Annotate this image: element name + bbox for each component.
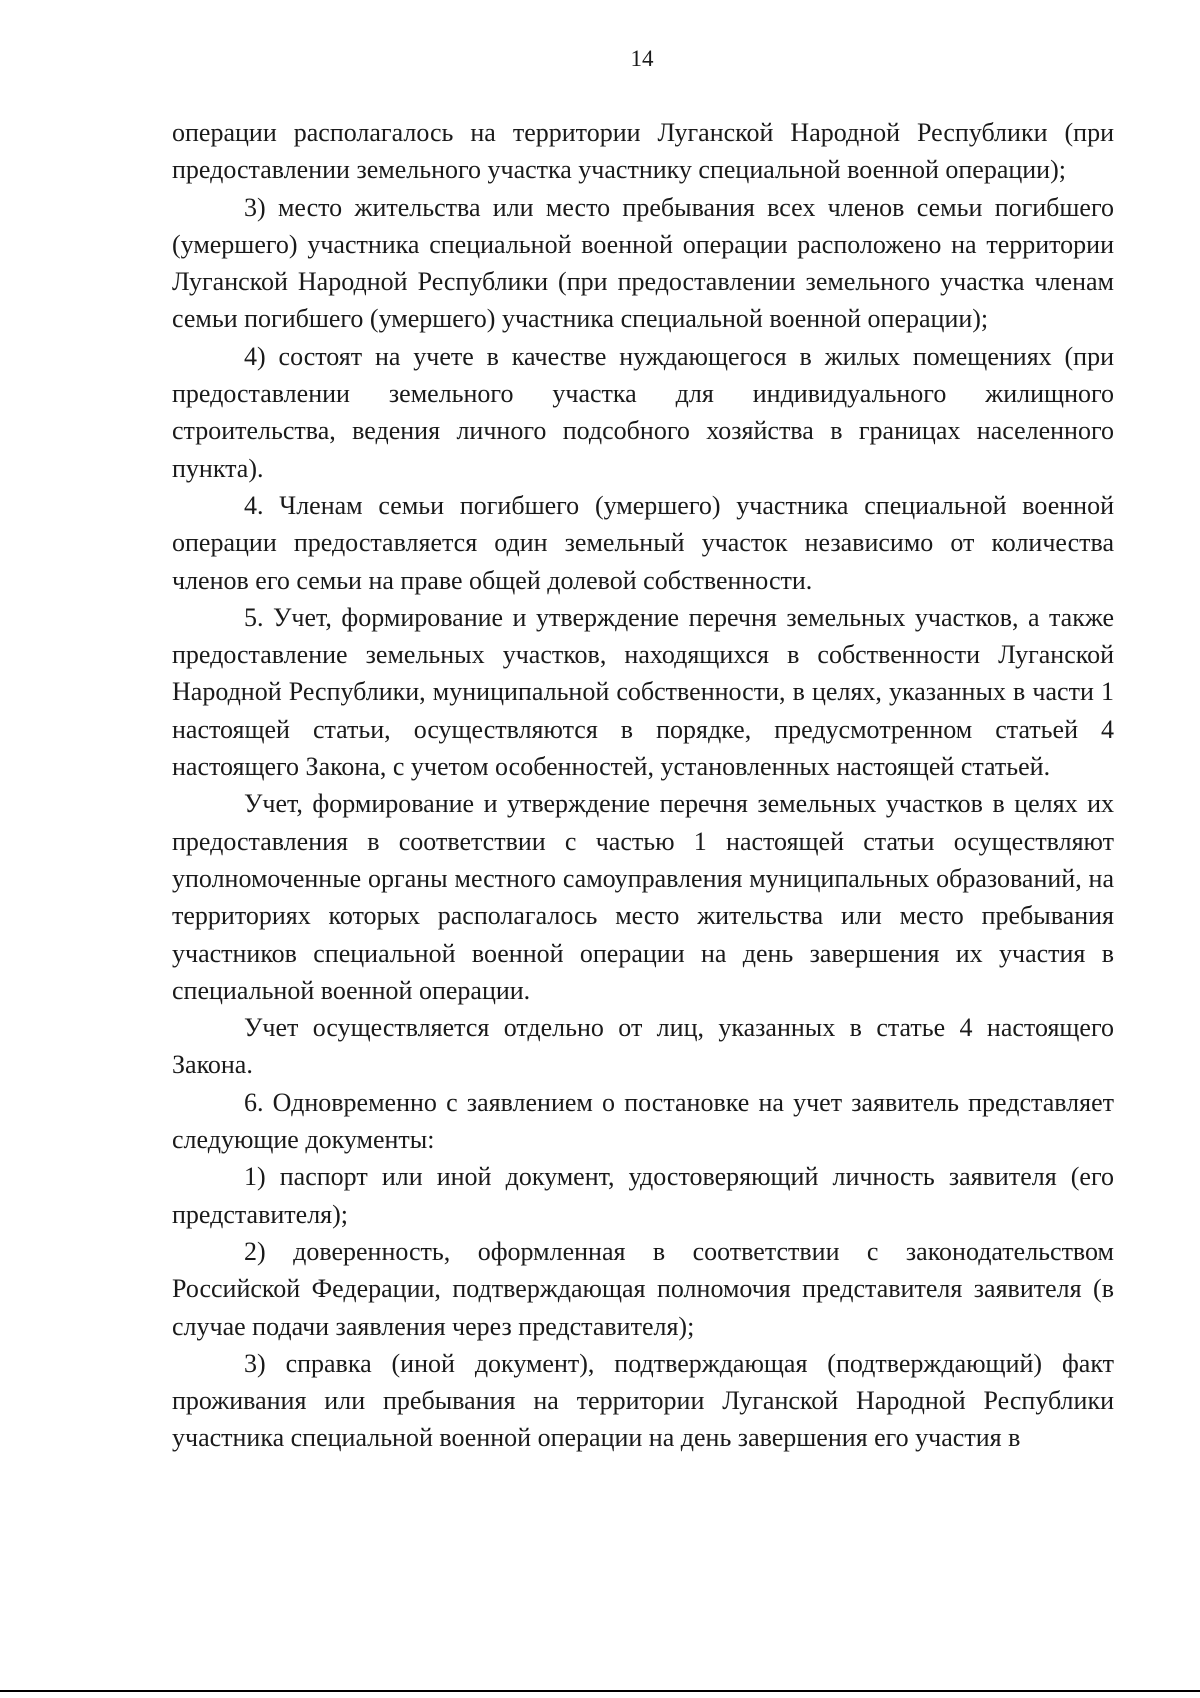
page-number: 14 [630, 46, 654, 71]
paragraph-part-4: 4. Членам семьи погибшего (умершего) участника специальной военной операции предоставляется один земельный участок независимо от количества членов его семьи на праве общей долевой собственности. [172, 490, 1114, 595]
paragraph-item-4: 4) состоят на учете в качестве нуждающегося в жилых помещениях (при предоставлении земельного участка для индивидуального жилищного строительства, ведения личного подсобного хозяйства в границах населенного пункта). [172, 341, 1114, 483]
paragraph-part-5-separate: Учет осуществляется отдельно от лиц, указанных в статье 4 настоящего Закона. [172, 1013, 1114, 1080]
paragraph-part-5: 5. Учет, формирование и утверждение перечня земельных участков, а также предоставление земельных участков, находящихся в собственности Луганской Народной Республики, муниципальной собственности, в целях, указанных в части 1 настоящей статьи, осуществляются в порядке, предусмотренном статьей 4 настоящего Закона, с учетом особенностей, установленных настоящей статьей. [172, 602, 1114, 782]
paragraph-part-5-accounting: Учет, формирование и утверждение перечня земельных участков в целях их предоставления в соответствии с частью 1 настоящей статьи осуществляют уполномоченные органы местного самоуправления муниципальных образований, на территориях которых располагалось место жительства или место пребывания участников специальной военной операции на день завершения их участия в специальной военной операции. [172, 789, 1114, 1005]
paragraph-doc-item-2: 2) доверенность, оформленная в соответствии с законодательством Российской Федерации, подтверждающая полномочия представителя заявителя (в случае подачи заявления через представителя); [172, 1236, 1114, 1341]
paragraph-item-3: 3) место жительства или место пребывания всех членов семьи погибшего (умершего) участника специальной военной операции расположено на территории Луганской Народной Республики (при предоставлении земельного участка членам семьи погибшего (умершего) участника специальной военной операции); [172, 192, 1114, 334]
document-body [172, 114, 1114, 1457]
paragraph-doc-item-1: 1) паспорт или иной документ, удостоверяющий личность заявителя (его представителя); [172, 1162, 1114, 1229]
paragraph-doc-item-3: 3) справка (иной документ), подтверждающая (подтверждающий) факт проживания или пребывания на территории Луганской Народной Республики участника специальной военной операции на день завершения его участия в [172, 1348, 1114, 1453]
paragraph-part-6: 6. Одновременно с заявлением о постановке на учет заявитель представляет следующие документы: [172, 1087, 1114, 1155]
page-bottom-border [0, 1690, 1200, 1692]
paragraph-continuation: операции располагалось на территории Луганской Народной Республики (при предоставлении земельного участка участнику специальной военной операции); [172, 118, 1114, 185]
